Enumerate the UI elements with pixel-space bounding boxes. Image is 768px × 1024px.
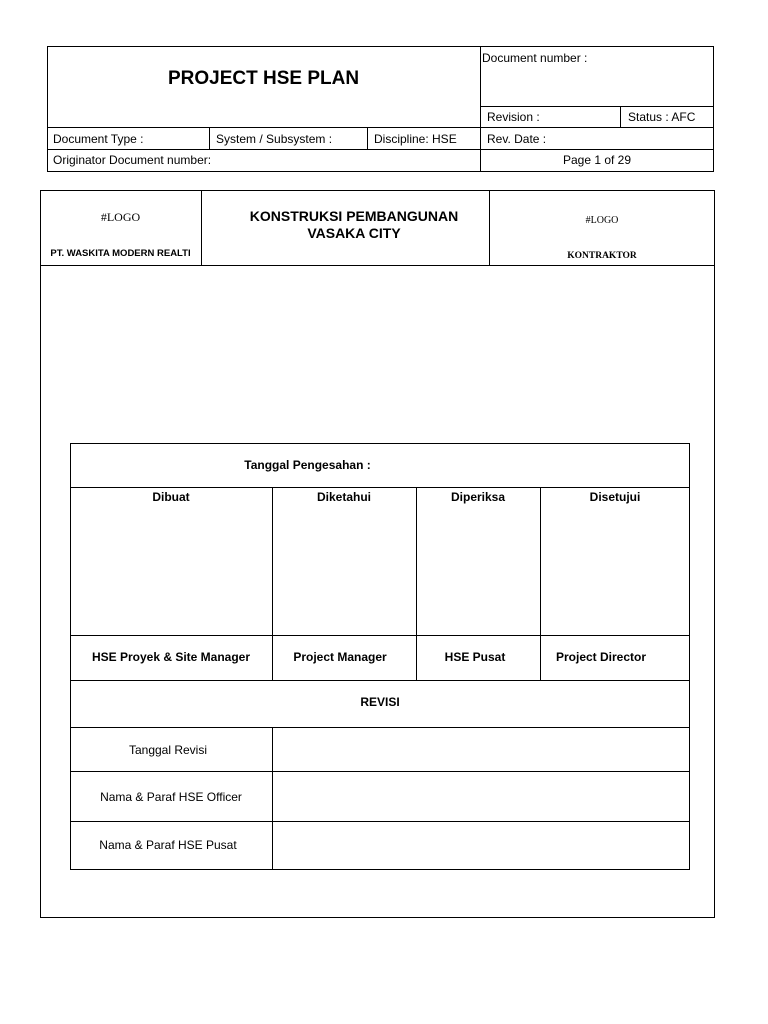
owner-logo: #LOGO [100,210,141,224]
document-type-label: Document Type : [53,132,144,146]
project-title: KONSTRUKSI PEMBANGUNAN VASAKA CITY [249,208,459,241]
page-number: Page 1 of 29 [562,153,632,167]
revision-label: Revision : [487,110,540,124]
column-dibuat: Dibuat [152,490,190,504]
column-diperiksa: Diperiksa [450,490,506,504]
originator-document-label: Originator Document number: [53,153,212,167]
role-hse-pusat: HSE Pusat [444,650,506,664]
rev-date-label: Rev. Date : [487,132,547,146]
revision-row-date: Tanggal Revisi [128,743,208,757]
column-disetujui: Disetujui [589,490,641,504]
role-hse-site-manager: HSE Proyek & Site Manager [91,650,251,664]
revision-row-hse-officer: Nama & Paraf HSE Officer [100,790,242,804]
role-project-director: Project Director [555,650,647,664]
system-subsystem-label: System / Subsystem : [216,132,333,146]
revision-row-hse-pusat: Nama & Paraf HSE Pusat [99,838,237,852]
contractor-name: KONTRAKTOR [567,251,637,261]
discipline-label: Discipline: HSE [374,132,457,146]
document-number-label: Document number : [482,51,588,65]
role-project-manager: Project Manager [293,650,387,664]
column-diketahui: Diketahui [316,490,371,504]
approval-heading: Tanggal Pengesahan : [244,458,371,472]
status-label: Status : AFC [628,110,696,124]
document-title: PROJECT HSE PLAN [167,68,360,89]
owner-name: PT. WASKITA MODERN REALTI [50,248,191,259]
contractor-logo: #LOGO [585,215,619,226]
revision-heading: REVISI [360,695,400,709]
